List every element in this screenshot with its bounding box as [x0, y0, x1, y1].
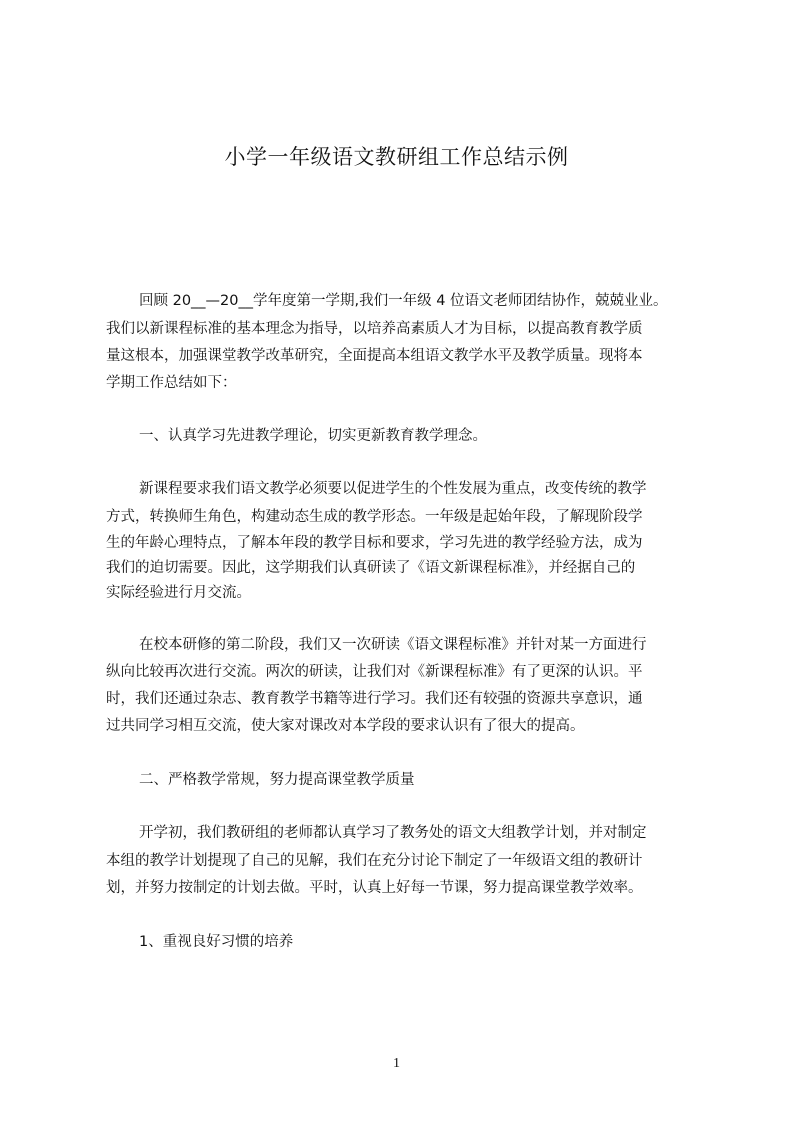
- paragraph-2-line-5: 实际经验进行月交流。: [106, 585, 251, 601]
- paragraph-3-line-4: 过共同学习相互交流，使大家对课改对本学段的要求认识有了很大的提高。: [106, 718, 585, 734]
- page-number: 1: [393, 1056, 400, 1071]
- paragraph-1-line-2: 我们以新课程标准的基本理念为指导，以培养高素质人才为目标，以提高教育教学质: [106, 321, 643, 337]
- paragraph-2-line-1: 新课程要求我们语文教学必须要以促进学生的个性发展为重点，改变传统的教学: [139, 481, 647, 497]
- paragraph-2-line-4: 我们的迫切需要。因此，这学期我们认真研读了《语文新课程标准》，并经据自己的: [106, 560, 636, 576]
- paragraph-3-line-1: 在校本研修的第二阶段，我们又一次研读《语文课程标准》并针对某一方面进行: [139, 637, 647, 653]
- subsection-heading-1: 1、重视良好习惯的培养: [139, 934, 294, 950]
- paragraph-4-line-2: 本组的教学计划提现了自己的见解，我们在充分讨论下制定了一年级语文组的教研计: [106, 853, 643, 869]
- paragraph-2-line-3: 生的年龄心理特点，了解本年段的教学目标和要求，学习先进的教学经验方法，成为: [106, 535, 643, 551]
- paragraph-3-line-3: 时，我们还通过杂志、教育教学书籍等进行学习。我们还有较强的资源共享意识，通: [106, 691, 643, 707]
- paragraph-4-line-1: 开学初，我们教研组的老师都认真学习了教务处的语文大组教学计划，并对制定: [139, 825, 647, 841]
- paragraph-2-line-2: 方式，转换师生角色，构建动态生成的教学形态。一年级是起始年段，了解现阶段学: [106, 509, 643, 525]
- document-title: 小学一年级语文教研组工作总结示例: [224, 145, 569, 169]
- paragraph-4-line-3: 划，并努力按制定的计划去做。平时，认真上好每一节课，努力提高课堂教学效率。: [106, 880, 643, 896]
- paragraph-1-line-1: 回顾 20__—20__学年度第一学期,我们一年级 4 位语文老师团结协作，兢兢业业。: [139, 293, 668, 309]
- paragraph-3-line-2: 纵向比较再次进行交流。两次的研读，让我们对《新课程标准》有了更深的认识。平: [106, 664, 643, 680]
- section-heading-2: 二、严格教学常规，努力提高课堂教学质量: [139, 772, 415, 788]
- paragraph-1-line-4: 学期工作总结如下：: [106, 375, 237, 391]
- section-heading-1: 一、认真学习先进教学理论，切实更新教育教学理念。: [139, 428, 487, 444]
- paragraph-1-line-3: 量这根本，加强课堂教学改革研究，全面提高本组语文教学水平及教学质量。现将本: [106, 348, 643, 364]
